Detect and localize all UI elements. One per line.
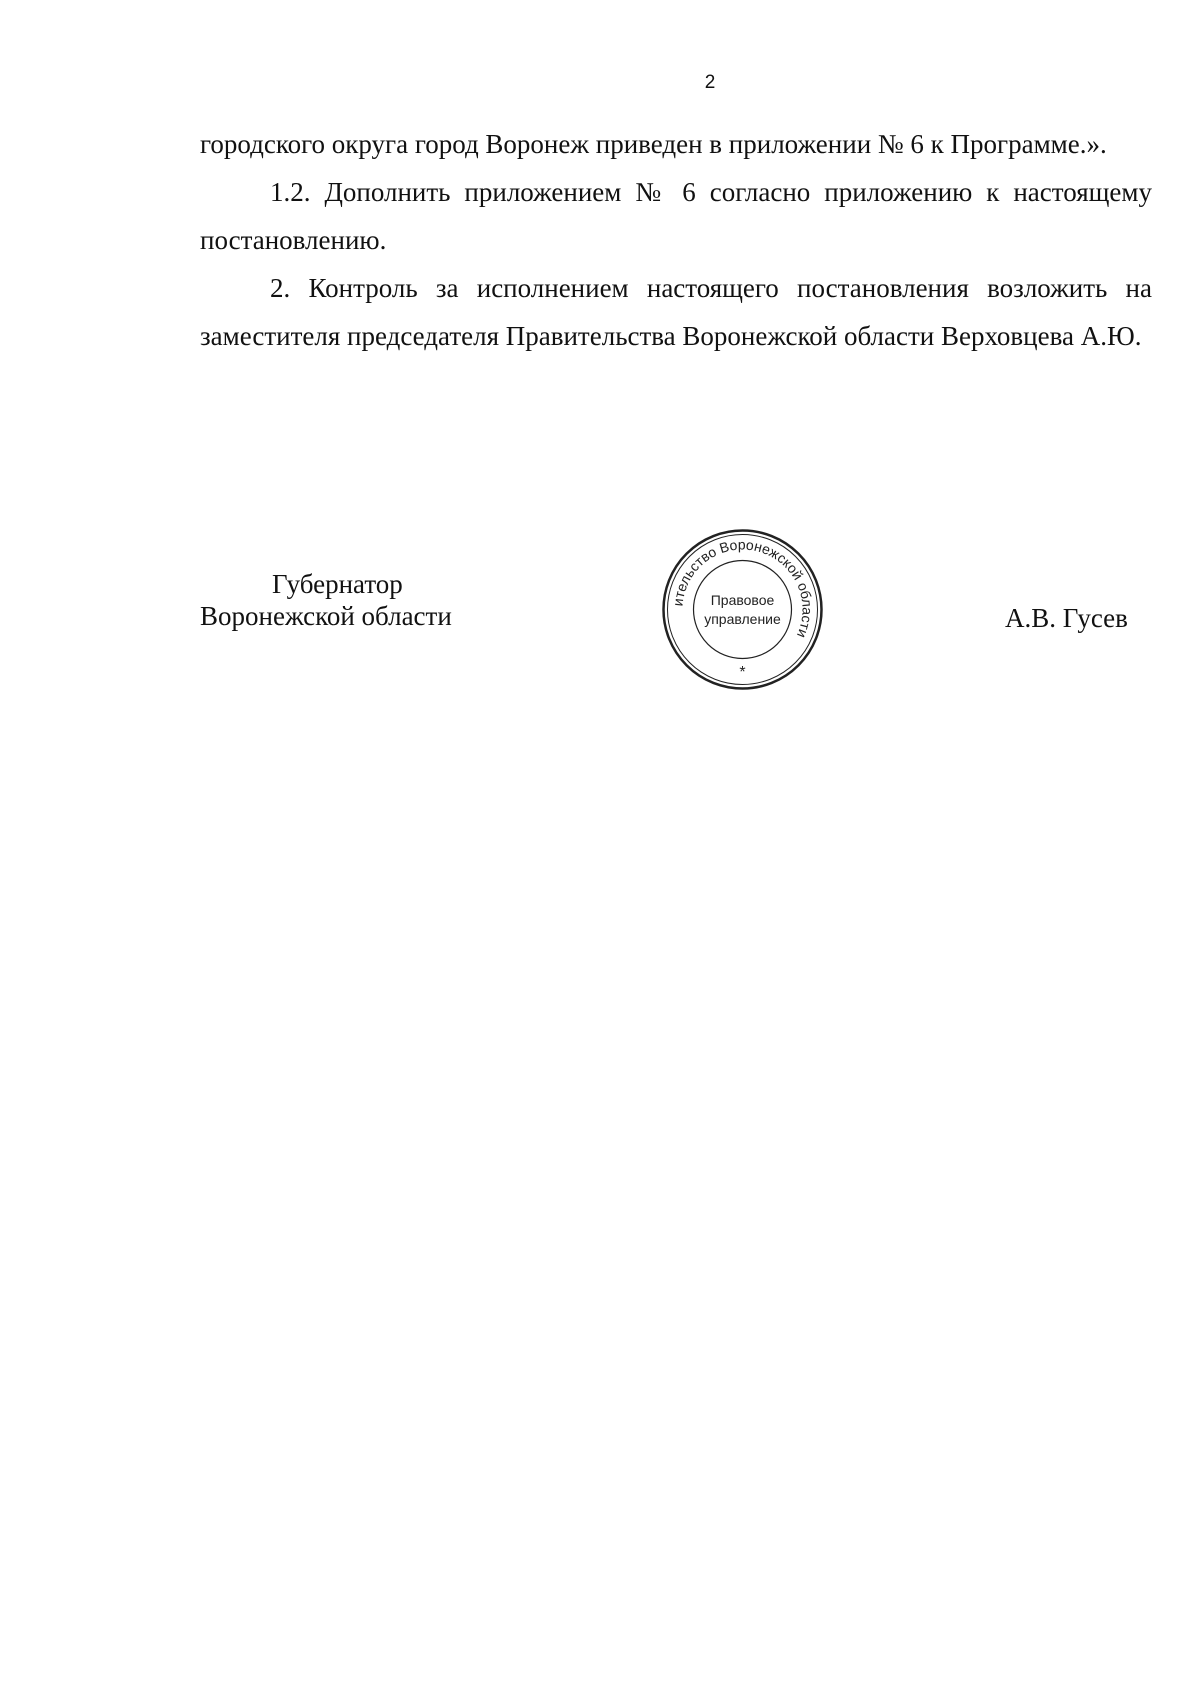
stamp-seal — [660, 527, 825, 692]
signature-title-line2: Воронежской области — [200, 601, 452, 631]
page-number: 2 — [704, 72, 716, 93]
paragraph-continuation: городского округа город Воронеж приведен в приложении № 6 к Программе.». — [200, 129, 1107, 159]
signature-name: А.В. Гусев — [1005, 603, 1128, 633]
stamp-star: * — [739, 664, 746, 681]
stamp-ring-text: ительство Воронежской области — [669, 536, 816, 641]
stamp-center-line2: управление — [704, 611, 781, 627]
paragraph-item-2: 2. Контроль за исполнением настоящего постановления возложить на заместителя председателя Правительства Воронежской области Верховцева А.Ю. — [200, 273, 1152, 351]
stamp-center-line1: Правовое — [710, 592, 775, 608]
document-body — [200, 120, 1152, 360]
signature-title-line1: Губернатор — [272, 569, 403, 599]
signature-block-title — [200, 568, 452, 632]
paragraph-item-1-2: 1.2. Дополнить приложением № 6 согласно приложению к настоящему постановлению. — [200, 177, 1152, 255]
